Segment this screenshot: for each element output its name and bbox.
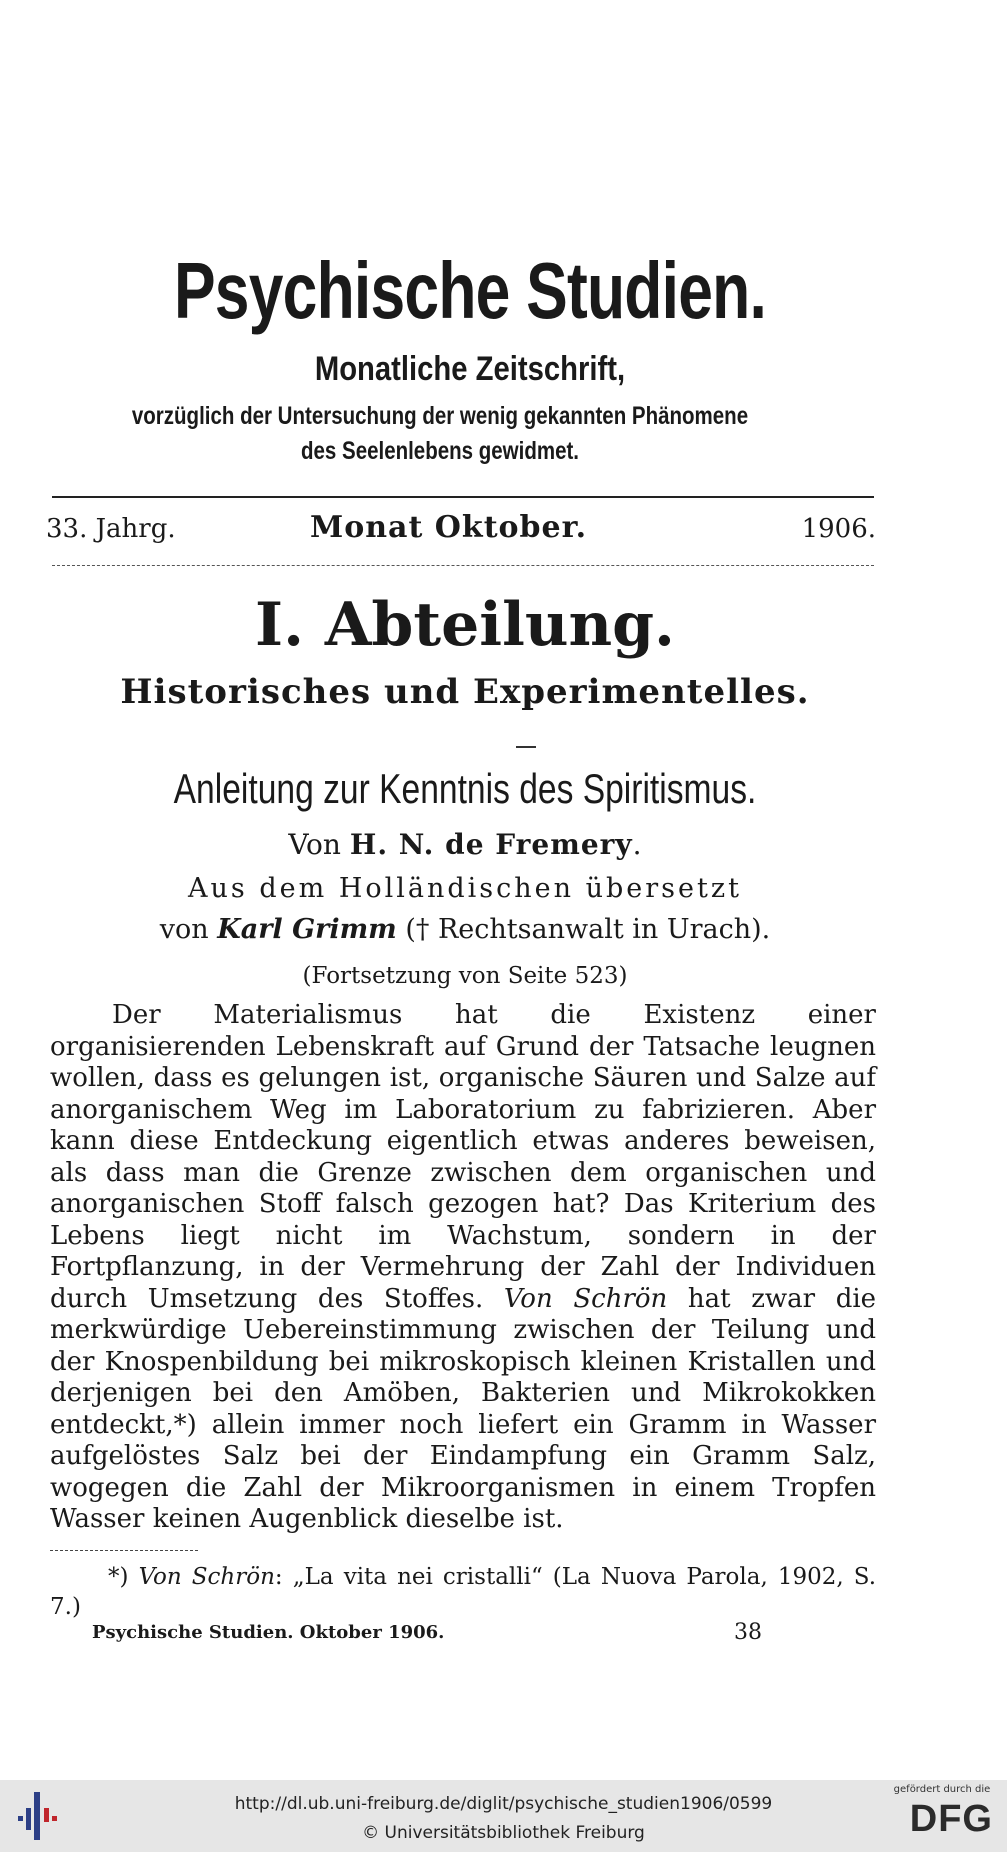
byline-prefix: Von <box>288 828 341 861</box>
header-rule-bottom <box>52 565 874 566</box>
issue-header <box>46 510 876 554</box>
copyright-notice: © Universitätsbibliothek Freiburg <box>362 1823 645 1843</box>
article-author: H. N. de Fremery <box>349 828 633 861</box>
byline-suffix: . <box>632 828 642 861</box>
footnote <box>50 1562 876 1622</box>
document-url[interactable]: http://dl.ub.uni-freiburg.de/diglit/psychische_studien1906/0599 <box>234 1794 773 1814</box>
journal-description-line-1: vorzüglich der Untersuchung der wenig gekannten Phänomene <box>131 402 749 430</box>
body-text-part-2: hat zwar die merkwürdige Uebereinstimmung zwischen der Teilung und der Knospenbildung bei mikroskopisch kleinen Kristallen und derjenigen bei den Amöben, Bakterien und Mikrokokken entdeckt,*) allein immer noch liefert ein Gramm in Wasser aufgelöstes Salz bei der Eindampfung ein Gramm Salz, wogegen die Zahl der Mikroorganismen in einem Tropfen Wasser keinen Augenblick dieselbe ist. <box>50 1283 877 1534</box>
translator-prefix: von <box>159 914 209 945</box>
section-title: I. Abteilung. <box>255 590 675 660</box>
page-footer <box>92 1622 792 1652</box>
issue-year: 1906. <box>801 514 876 544</box>
footnote-mark: *) <box>108 1564 129 1590</box>
footnote-text: : „La vita nei cristalli“ (La Nuova Parola, 1902, S. 7.) <box>50 1564 877 1620</box>
viewer-footer-bar <box>0 1780 1007 1852</box>
issue-month: Monat Oktober. <box>310 510 588 545</box>
translator-name: Karl Grimm <box>217 914 397 945</box>
article-body <box>50 1000 876 1536</box>
translator-line <box>0 914 930 945</box>
footnote-rule <box>50 1550 198 1551</box>
dfg-logo: DFG <box>909 1798 993 1840</box>
journal-description-line-2: des Seelenlebens gewidmet. <box>300 437 579 465</box>
footer-journal: Psychische Studien. Oktober 1906. <box>92 1622 445 1643</box>
translation-note: Aus dem Holländischen übersetzt <box>188 873 742 904</box>
continuation-note: (Fortsetzung von Seite 523) <box>302 963 628 989</box>
header-rule-top <box>52 496 874 498</box>
journal-title: Psychische Studien. <box>173 246 767 335</box>
footnote-italic: Von Schrön <box>138 1564 275 1590</box>
page-number: 38 <box>734 1620 762 1645</box>
article-title: Anleitung zur Kenntnis des Spiritismus. <box>173 765 757 812</box>
translator-suffix: († Rechtsanwalt in Urach). <box>405 914 771 945</box>
section-divider <box>516 746 536 748</box>
issue-volume: 33. Jahrg. <box>46 514 176 544</box>
body-text-part-1: Der Materialismus hat die Existenz einer organisierenden Lebenskraft auf Grund der Tatsache leugnen wollen, dass es gelungen ist, organische Säuren und Salze auf anorganischem Weg im Laboratorium zu fabrizieren. Aber kann diese Entdeckung eigentlich etwas anderes beweisen, als dass man die Grenze zwischen dem organischen und anorganischen Stoff falsch gezogen hat? Das Kriterium des Lebens liegt nicht im Wachstum, sondern in der Fortpflanzung, in der Vermehrung der Zahl der Individuen durch Umsetzung des Stoffes. <box>50 1000 876 1314</box>
journal-subtitle: Monatliche Zeitschrift, <box>314 350 626 388</box>
body-italic-name: Von Schrön <box>503 1283 668 1314</box>
section-subtitle: Historisches und Experimentelles. <box>120 672 810 712</box>
article-byline <box>0 828 930 861</box>
funding-note: gefördert durch die <box>893 1784 991 1795</box>
